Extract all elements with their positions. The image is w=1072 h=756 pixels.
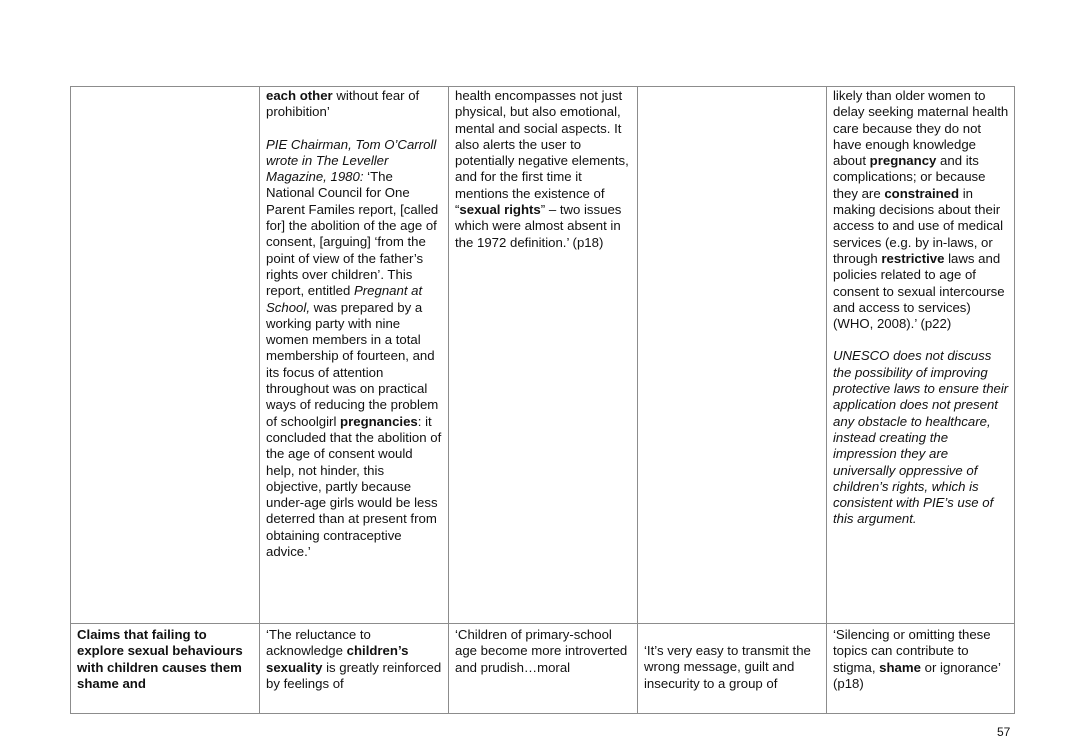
text-run: : it concluded that the abolition of the age of consent would help, not hinder, this objective, partly because under-age girls would be less deterred than at present from obtaining contraceptive advice.’ xyxy=(266,413,442,560)
text-run: restrictive xyxy=(881,250,945,266)
text-run: UNESCO does not discuss the possibility of improving protective laws to ensure their application does not present any obstacle to healthcare, instead creating the impression they are universally oppressive of children’s rights, which is consistent with PIE’s use of this argument. xyxy=(833,348,1009,527)
table-row xyxy=(71,87,1015,624)
text-run: pregnancies xyxy=(340,413,418,429)
text-run: health encompasses not just physical, but also emotional, mental and social aspects. It also alerts the user to potentially negative elements, and for the first time it mentions the existence of “ xyxy=(455,88,629,218)
paragraph xyxy=(266,88,443,121)
text-run: children’s sexuality xyxy=(266,643,409,675)
text-run: Claims that failing to explore sexual behaviours with children causes them shame and xyxy=(77,627,243,691)
row2-quote-cell xyxy=(638,624,827,714)
text-run: Pregnant at School, xyxy=(266,283,423,315)
text-run: ‘It’s very easy to transmit the wrong message, guilt and insecurity to a group of xyxy=(644,643,811,691)
text-run: and its complications; or because they are xyxy=(833,153,986,201)
text-run: ‘Children of primary-school age become more introverted and prudish…moral xyxy=(455,627,628,675)
paragraph xyxy=(833,88,1009,332)
text-run: ‘The reluctance to acknowledge xyxy=(266,627,371,659)
text-run: without fear of prohibition’ xyxy=(266,88,420,120)
row1-claim-cell xyxy=(71,87,260,624)
paragraph xyxy=(266,627,443,692)
row1-pie-quote-cell xyxy=(260,87,449,624)
text-run: is greatly reinforced by feelings of xyxy=(266,659,442,691)
text-run: sexual rights xyxy=(459,202,541,218)
text-run: was prepared by a working party with nine women members in a total membership of fourteen, and its focus of attention throughout was on practical ways of reducing the problem of schoolgirl xyxy=(266,299,439,429)
paragraph xyxy=(77,627,254,692)
text-run: PIE Chairman, Tom O’Carroll wrote in The Leveller Magazine, 1980: xyxy=(266,136,437,185)
row1-empty-cell xyxy=(638,87,827,624)
row2-pie-quote-cell xyxy=(260,624,449,714)
text-run: or ignorance’ (p18) xyxy=(833,659,1001,691)
text-run: each other xyxy=(266,88,333,103)
text-run: likely than older women to delay seeking maternal health care because they do not have enough knowledge about xyxy=(833,88,1009,169)
paragraph xyxy=(266,137,443,561)
row1-source-cell xyxy=(449,87,638,624)
page-number: 57 xyxy=(997,725,1011,739)
paragraph xyxy=(455,88,632,251)
text-run: ‘The National Council for One Parent Familes report, [called for] the abolition of the age of consent, [arguing] ‘from the point of view of the father’s rights over children’. This report, entitled xyxy=(266,169,439,299)
row2-claim-cell xyxy=(71,624,260,714)
document-table xyxy=(70,86,1015,714)
text-run: laws and policies related to age of consent to sexual intercourse and access to services) (WHO, 2008).’ (p22) xyxy=(833,250,1005,332)
paragraph xyxy=(455,627,632,676)
text-run: ” – two issues which were almost absent in the 1972 definition.’ (p18) xyxy=(455,202,622,250)
row1-commentary-cell xyxy=(827,87,1015,624)
paragraph xyxy=(644,643,821,692)
text-run: pregnancy xyxy=(869,153,937,169)
table-row xyxy=(71,624,1015,714)
paragraph xyxy=(833,348,1009,527)
row2-commentary-cell xyxy=(827,624,1015,714)
paragraph xyxy=(833,627,1009,692)
text-run: constrained xyxy=(884,185,960,201)
text-run: shame xyxy=(879,659,921,675)
row2-source-cell xyxy=(449,624,638,714)
text-run: ‘Silencing or omitting these topics can contribute to stigma, xyxy=(833,627,991,675)
text-run: in making decisions about their access to and use of medical services (e.g. by in-laws, or through xyxy=(833,185,1004,266)
